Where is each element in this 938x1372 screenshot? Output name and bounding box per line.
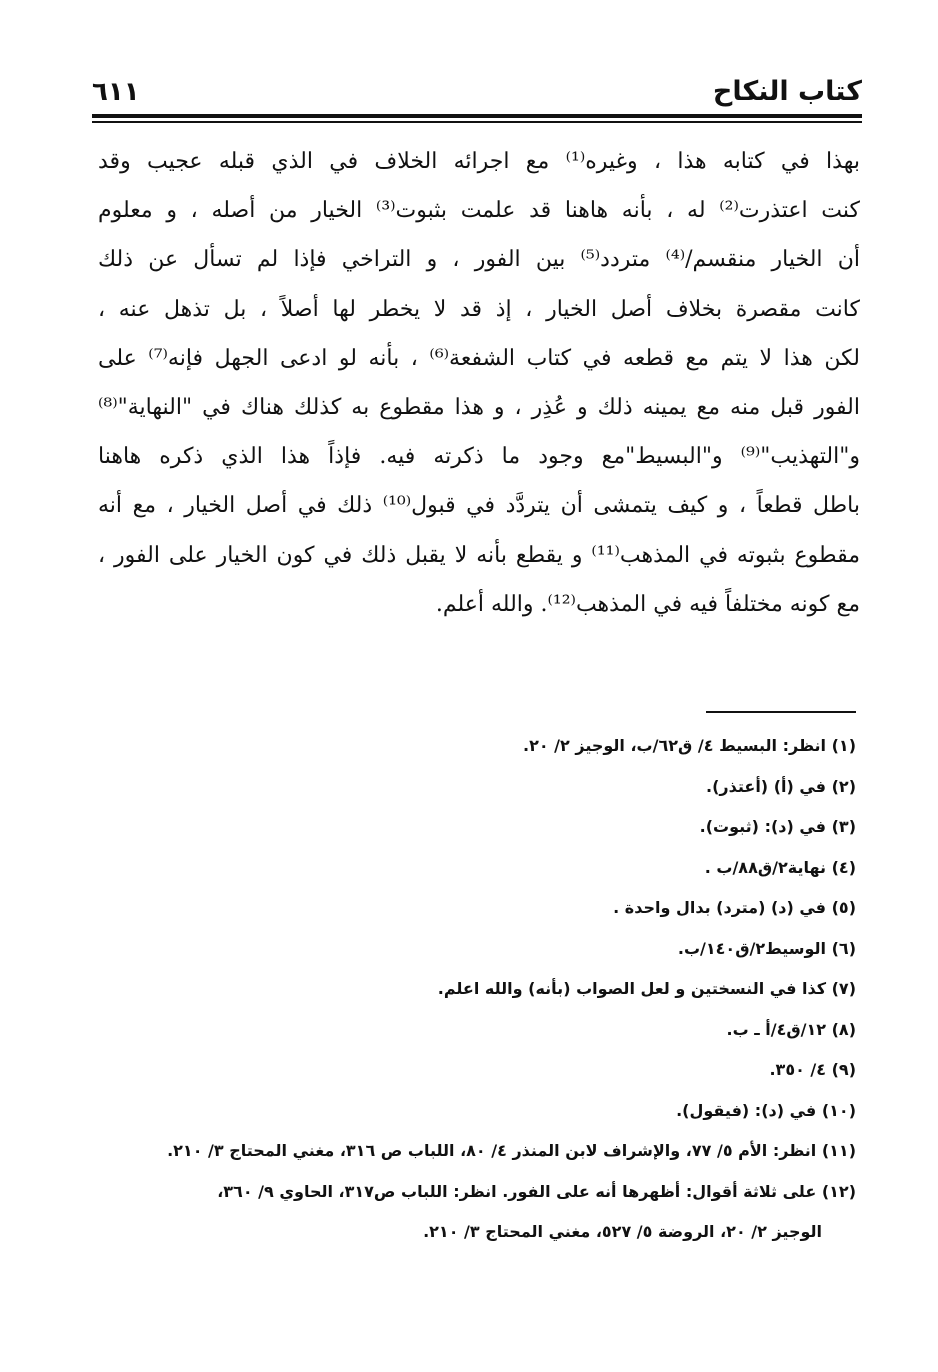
footnote-separator	[706, 711, 856, 713]
footnote: (٣) في (د): (ثبوت).	[699, 817, 856, 836]
body-line: كانت مقصرة بخلاف أصل الخيار ، إذ قد لا يخطر لها أصلاً ، بل تذهل عنه ،	[98, 296, 860, 322]
footnote: (٢) في (أ) (أعتذر).	[706, 776, 856, 796]
footnote: (٥) في (د) (مترد) بدال واحدة .	[613, 898, 856, 917]
footnote: (٩) ٤/ ٣٥٠.	[769, 1060, 856, 1079]
footnote: (١) انظر: البسيط ٤/ ق٦٢/ب، الوجيز ٢/ ٢٠.	[523, 736, 856, 755]
footnote: (١٢) على ثلاثة أقوال: أظهرها أنه على الفور. انظر: اللباب ص٣١٧، الحاوي ٩/ ٣٦٠،	[217, 1181, 856, 1201]
body-line: باطل قطعاً ، و كيف يتمشى أن يتردَّد في قبول⁽¹⁰⁾ ذلك في أصل الخيار ، مع أنه	[98, 493, 860, 519]
footnote: (١٠) في (د): (فيقول).	[676, 1100, 856, 1120]
body-line: أن الخيار منقسم/⁽⁴⁾ متردد⁽⁵⁾ بين الفور ، و التراخي فإذا لم تسأل عن ذلك	[98, 247, 860, 273]
body-text	[98, 137, 860, 629]
footnote: (٦) الوسيط٢/ق١٤٠/ب.	[677, 938, 856, 958]
footnote-continuation: الوجيز ٢/ ٢٠، الروضة ٥/ ٥٢٧، مغني المحتاج ٣/ ٢١٠.	[423, 1222, 822, 1241]
page-number: ٦١١	[92, 77, 140, 107]
body-line: كنت اعتذرت⁽²⁾ له ، بأنه هاهنا قد علمت بثبوت⁽³⁾ الخيار من أصله ، و معلوم	[98, 198, 860, 224]
footnote: (٤) نهاية٢/ق٨٨/ب .	[704, 857, 856, 877]
footnotes	[98, 726, 856, 1253]
running-header	[92, 72, 862, 112]
body-line: الفور قبل منه مع يمينه ذلك و عُذِر ، و هذا مقطوع به كذلك هناك في "النهاية"⁽⁸⁾	[98, 394, 860, 420]
footnote: (٧) كذا في النسختين و لعل الصواب (بأنه) والله اعلم.	[437, 979, 856, 998]
body-line: مقطوع بثبوته في المذهب⁽¹¹⁾ و يقطع بأنه لا يقبل ذلك في كون الخيار على الفور ،	[98, 542, 860, 568]
body-line: مع كونه مختلفاً فيه في المذهب⁽¹²⁾. والله أعلم.	[435, 591, 860, 617]
header-rule-thin	[92, 121, 862, 123]
footnote: (١١) انظر: الأم ٥/ ٧٧، والإشراف لابن المنذر ٤/ ٨٠، اللباب ص ٣١٦، مغني المحتاج ٣/ ٢١٠.	[167, 1141, 856, 1160]
body-line: لكن هذا لا يتم مع قطعه في كتاب الشفعة⁽⁶⁾ ، بأنه لو ادعى الجهل فإنه⁽⁷⁾ على	[98, 345, 860, 371]
body-line: و"التهذيب"⁽⁹⁾ و"البسيط"مع وجود ما ذكرته فيه. فإذاً هذا الذي ذكره هاهنا	[98, 444, 860, 470]
chapter-title: كتاب النكاح	[712, 76, 862, 107]
header-rule-thick	[92, 114, 862, 118]
body-line: بهذا في كتابه هذا ، وغيره⁽¹⁾ مع اجرائه الخلاف في الذي قبله عجيب وقد	[98, 149, 860, 174]
footnote: (٨) ١٢/ق٤/أ ـ ب.	[726, 1019, 856, 1039]
